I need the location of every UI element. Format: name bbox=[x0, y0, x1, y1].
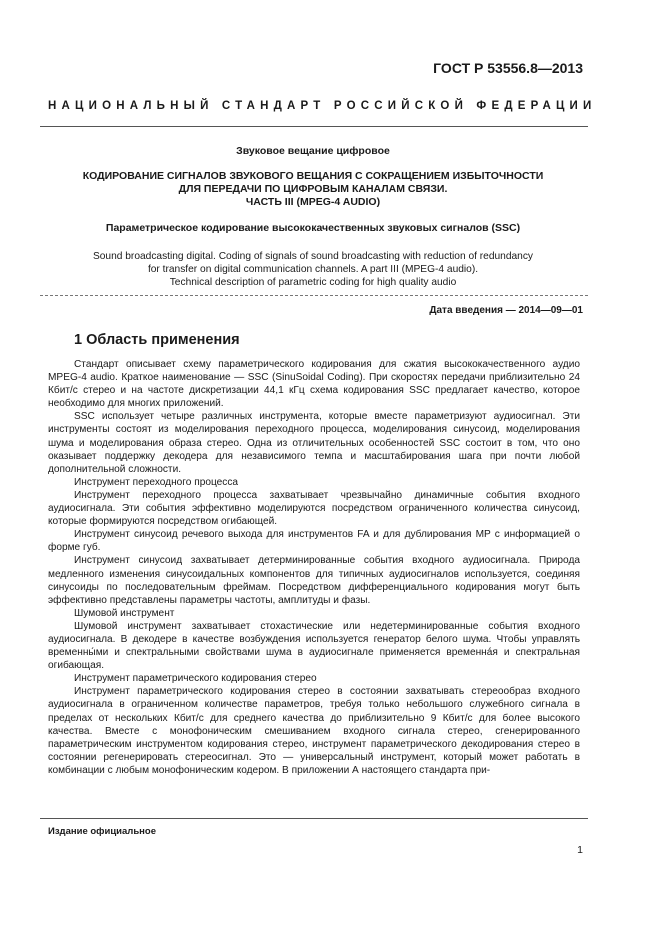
english-title-line: Sound broadcasting digital. Coding of signals of sound broadcasting with reduction of redundancy bbox=[92, 251, 534, 262]
footer-divider bbox=[40, 818, 588, 819]
paragraph: Шумовой инструмент захватывает стохастические или недетерминированные события входного аудиосигнала. В декодере в качестве возбуждения используется генератор белого шума. Чтобы управлять временны́ми и спектральными свойствами шума в аудиосигнале применяется временна́я и спектральная огибающая. bbox=[48, 620, 580, 672]
document-subtitle: Параметрическое кодирование высококачественных звуковых сигналов (SSC) bbox=[105, 222, 521, 234]
english-title-line: Technical description of parametric coding for high quality audio bbox=[169, 277, 457, 288]
official-edition-note: Издание официальное bbox=[48, 826, 156, 837]
paragraph-label: Инструмент переходного процесса bbox=[74, 476, 239, 488]
paragraph-label: Инструмент параметрического кодирования стерео bbox=[74, 673, 317, 685]
title-line: ДЛЯ ПЕРЕДАЧИ ПО ЦИФРОВЫМ КАНАЛАМ СВЯЗИ. bbox=[178, 183, 448, 195]
national-standard-banner: НАЦИОНАЛЬНЫЙ СТАНДАРТ РОССИЙСКОЙ ФЕДЕРАЦИИ bbox=[48, 100, 597, 112]
document-subject: Звуковое вещание цифровое bbox=[236, 145, 390, 157]
paragraph: Инструмент переходного процесса захватывает чрезвычайно динамичные события входного аудиосигнала. Эти события эффективно моделируются посредством ограниченного количества синусоид, которые формируются посредством огибающей. bbox=[48, 489, 580, 528]
title-line: КОДИРОВАНИЕ СИГНАЛОВ ЗВУКОВОГО ВЕЩАНИЯ С СОКРАЩЕНИЕМ ИЗБЫТОЧНОСТИ bbox=[82, 170, 544, 182]
paragraph: Инструмент параметрического кодирования стерео в состоянии захватывать стереообраз входного аудиосигнала в ограниченном количестве параметров, требуя только небольшого служебного сигнала в пределах от нескольких Кбит/с для среднего качества до приблизительно 9 Кбит/с для более высокого качества. Вместе с монофоническим смешиванием входного сигнала стерео, сгенерированного параметрическим инструментом кодирования стерео, инструмент параметрического декодирования стерео в состоянии регенерировать стереосигнал. Это — универсальный инструмент, который может работать в комбинации с любым монофоническим кодером. В приложении А настоящего стандарта при- bbox=[48, 686, 580, 776]
paragraph: Инструмент синусоид речевого выхода для инструментов FA и для дублирования MP с информацией о форме губ. bbox=[48, 529, 580, 554]
header-divider bbox=[40, 126, 588, 127]
section-body bbox=[48, 358, 580, 777]
title-divider bbox=[40, 295, 588, 296]
paragraph: Стандарт описывает схему параметрического кодирования для сжатия высококачественного аудио MPEG-4 audio. Краткое наименование — SSC (SinuSoidal Coding). При скоростях передачи приблизительно 24 Кбит/с стерео и на частоте дискретизации 44,1 кГц схема кодирования SSC предлагает качество, которое необходимо для многих приложений. bbox=[48, 359, 580, 410]
english-title-line: for transfer on digital communication channels. A part III (MPEG-4 audio). bbox=[147, 264, 479, 275]
english-title bbox=[48, 250, 578, 289]
paragraph: Инструмент синусоид захватывает детерминированные события входного аудиосигнала. Природа медленного изменения синусоидальных компонентов для типичных аудиосигналов используется, соединяя синусоиды по последовательным фреймам. Посредством дифференциального кодирования могут быть эффективно представлены параметры частоты, амплитуды и фазы. bbox=[48, 555, 580, 606]
page-number: 1 bbox=[577, 844, 583, 856]
title-line: ЧАСТЬ III (MPEG-4 AUDIO) bbox=[245, 196, 381, 208]
standard-number: ГОСТ Р 53556.8—2013 bbox=[433, 60, 583, 76]
introduction-date: Дата введения — 2014—09—01 bbox=[429, 305, 583, 316]
document-title bbox=[48, 170, 578, 209]
section-heading: 1 Область применения bbox=[74, 332, 240, 348]
paragraph: SSC использует четыре различных инструмента, которые вместе параметризуют аудиосигнал. Эти инструменты состоят из моделирования переходного процесса, моделирования синусоид, моделирования шума и моделирования образа стерео. Одна из отличительных особенностей SSC состоит в том, что оно оказывает поддержку декодера для независимого темпа и масштабирования шага при почти любой дополнительной сложности. bbox=[48, 411, 580, 475]
paragraph-label: Шумовой инструмент bbox=[74, 607, 175, 619]
